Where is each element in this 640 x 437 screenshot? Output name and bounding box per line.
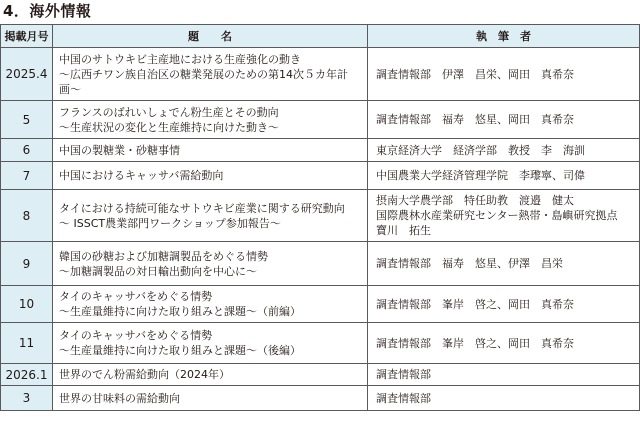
title-cell [53,364,368,386]
author-line: 国際農林水産業研究センター熱帯・島嶼研究拠点 [376,209,618,222]
title-cell [53,48,368,101]
issue-cell: 5 [1,101,53,139]
article-table [0,24,640,411]
title-cell [53,190,368,242]
title-line: フランスのばれいしょでん粉生産とその動向 [59,105,279,119]
table-row [1,48,640,101]
header-author: 執 筆 者 [368,25,640,48]
header-title: 題 名 [53,25,368,48]
title-line: 韓国の砂糖および加糖調製品をめぐる情勢 [59,249,268,263]
title-line: ～加糖調製品の対日輸出動向を中心に～ [59,264,257,278]
title-cell [53,162,368,190]
table-row [1,364,640,386]
author-cell: 調査情報部 [368,364,640,386]
title-line: 中国のサトウキビ主産地における生産強化の動き [59,52,301,66]
author-cell: 東京経済大学 経済学部 教授 李 海訓 [368,139,640,162]
title-line: ～生産量維持に向けた取り組みと課題～（前編） [59,305,301,318]
author-cell: 調査情報部 福寿 悠星、岡田 真希奈 [368,101,640,139]
issue-cell: 10 [1,286,53,323]
issue-cell: 7 [1,162,53,190]
table-row [1,162,640,190]
header-issue: 掲載月号 [1,25,53,48]
title-cell [53,242,368,286]
author-cell: 調査情報部 峯岸 啓之、岡田 真希奈 [368,323,640,364]
title-line: ～生産量維持に向けた取り組みと課題～（後編） [59,344,301,357]
author-cell: 調査情報部 [368,386,640,411]
title-line: 画～ [59,82,81,96]
author-line: 摂南大学農学部 特任助教 渡邉 健太 [376,194,574,207]
title-cell [53,286,368,323]
title-line: 世界の甘味料の需給動向 [59,391,180,405]
title-line: 中国におけるキャッサバ需給動向 [59,169,224,182]
issue-cell: 2026.1 [1,364,53,386]
title-cell [53,139,368,162]
title-cell [53,386,368,411]
title-line: ～広西チワン族自治区の糖業発展のための第14次５カ年計 [59,67,348,81]
title-line: タイのキャッサバをめぐる情勢 [59,329,213,342]
title-line: 中国の製糖業・砂糖事情 [59,143,180,157]
table-row [1,101,640,139]
title-cell [53,323,368,364]
title-line: ～生産状況の変化と生産維持に向けた動き～ [59,120,279,134]
table-body [1,48,640,411]
issue-cell: 11 [1,323,53,364]
issue-cell: 2025.4 [1,48,53,101]
table-row [1,190,640,242]
author-cell: 調査情報部 福寿 悠星、伊澤 昌栄 [368,242,640,286]
table-row [1,386,640,411]
table-header-row [1,25,640,48]
author-cell: 調査情報部 伊澤 昌栄、岡田 真希奈 [368,48,640,101]
author-line: 寶川 拓生 [376,224,431,237]
table-row [1,139,640,162]
issue-cell: 8 [1,190,53,242]
title-line: タイのキャッサバをめぐる情勢 [59,290,213,303]
table-row [1,286,640,323]
issue-cell: 3 [1,386,53,411]
section-title: 4．海外情報 [3,2,92,20]
title-line: タイにおける持続可能なサトウキビ産業に関する研究動向 [59,201,345,215]
author-cell: 調査情報部 峯岸 啓之、岡田 真希奈 [368,286,640,323]
title-cell [53,101,368,139]
table-row [1,323,640,364]
author-cell [368,190,640,242]
table-row [1,242,640,286]
issue-cell: 6 [1,139,53,162]
author-cell: 中国農業大学経済管理学院 李瓈寧、司偉 [368,162,640,190]
title-line: ～ ISSCT農業部門ワークショップ参加報告～ [59,216,281,230]
issue-cell: 9 [1,242,53,286]
title-line: 世界のでん粉需給動向（2024年） [59,368,230,381]
